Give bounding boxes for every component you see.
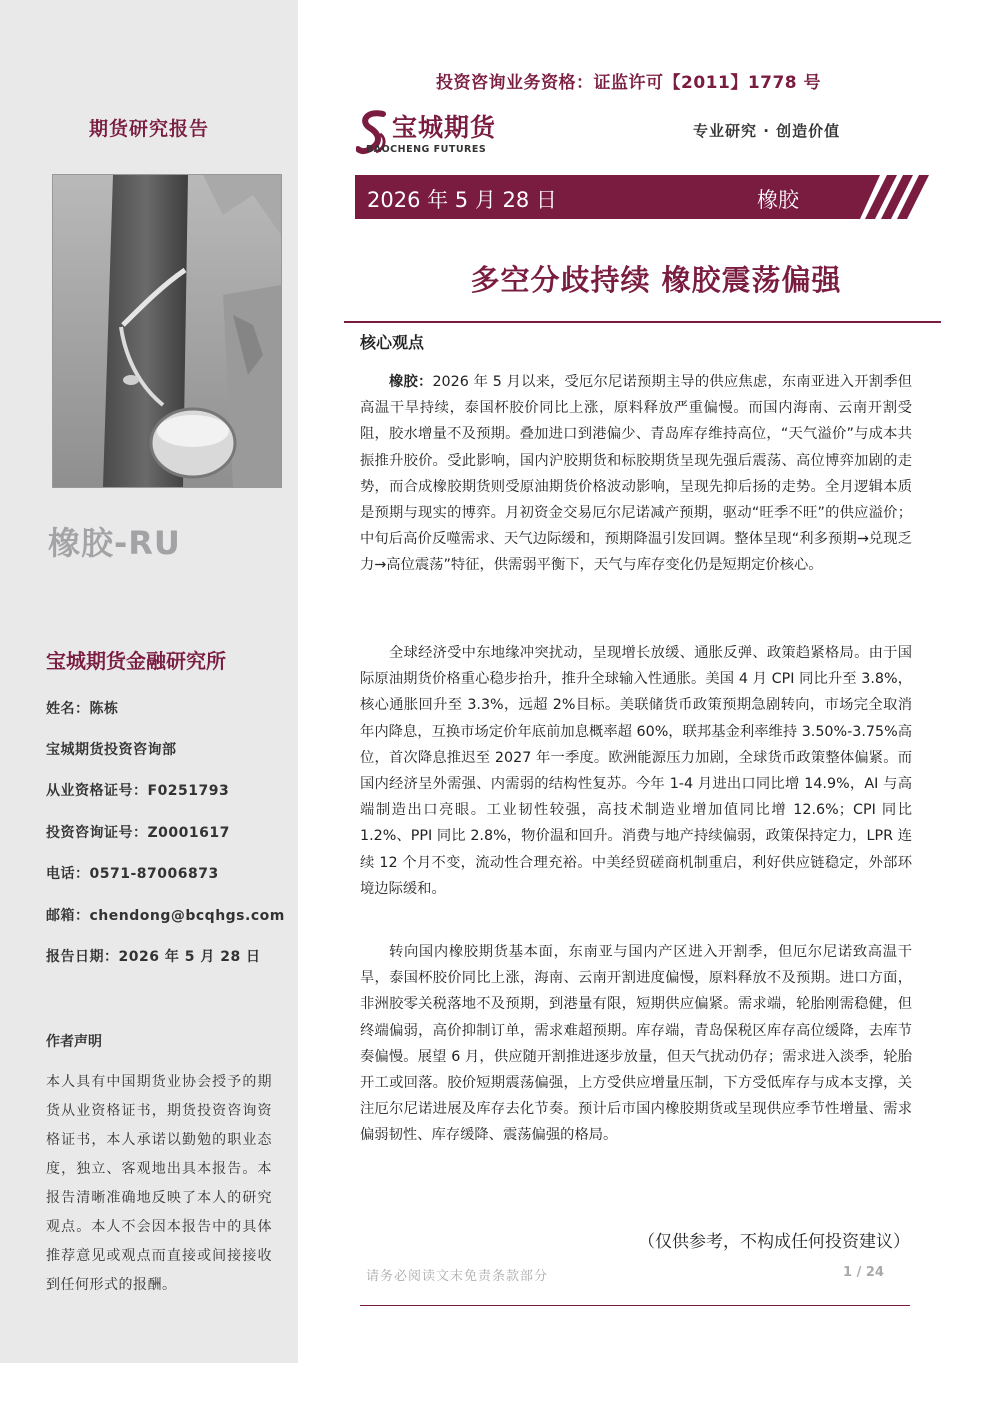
rubber-tree-photo [52, 174, 282, 488]
phone: 电话：0571-87006873 [46, 866, 219, 882]
logo-chinese: 宝城期货 [392, 113, 497, 142]
qualification: 投资咨询业务资格：证监许可【2011】1778 号 [436, 73, 822, 93]
banner-date: 2026 年 5 月 28 日 [367, 188, 557, 212]
consult-number: 投资咨询证号：Z0001617 [46, 825, 230, 841]
section-title: 核心观点 [360, 333, 425, 352]
institute-name: 宝城期货金融研究所 [46, 649, 226, 673]
company-logo [356, 108, 556, 158]
license-number: 从业资格证号：F0251793 [46, 783, 230, 799]
slogan: 专业研究 · 创造价值 [693, 122, 841, 140]
disclaimer: （仅供参考，不构成任何投资建议） [638, 1232, 910, 1252]
sidebar [0, 0, 298, 1363]
divider [344, 321, 941, 323]
footer-notice: 请务必阅读文末免责条款部分 [366, 1269, 549, 1284]
author-name: 姓名：陈栋 [46, 701, 119, 717]
page-number: 1 / 24 [843, 1265, 884, 1280]
paragraph-fundamentals: 转向国内橡胶期货基本面，东南亚与国内产区进入开割季，但厄尔尼诺致高温干旱，泰国杯胶价同比上涨，海南、云南开割进度偏慢，原料释放不及预期。进口方面，非洲胶零关税落地不及预期，到港量有限，短期供应偏紧。需求端，轮胎刚需稳健，但终端偏弱，高价抑制订单，需求难超预期。库存端，青岛保税区库存高位缓降，去库节奏偏慢。展望 6 月，供应随开割推进逐步放量，但天气扰动仍存；需求进入淡季，轮胎开工或回落。胶价短期震荡偏强，上方受供应增量压制，下方受低库存与成本支撑，关注厄尔尼诺进展及库存去化节奏。预计后市国内橡胶期货或呈现供应季节性增量、需求偏弱韧性、库存缓降、震荡偏强的格局。 [360, 944, 912, 1144]
footer-divider [360, 1305, 910, 1306]
banner-category: 橡胶 [757, 188, 799, 212]
report-type: 期货研究报告 [88, 118, 209, 140]
email: 邮箱：chendong@bcqhgs.com [46, 908, 285, 924]
headline: 多空分歧持续 橡胶震荡偏强 [470, 263, 842, 297]
declaration-title: 作者声明 [46, 1034, 102, 1050]
department: 宝城期货投资咨询部 [46, 742, 177, 758]
product-code: 橡胶-RU [48, 524, 181, 562]
logo-english: BAOCHENG FUTURES [366, 144, 487, 155]
date-banner [355, 175, 940, 219]
paragraph-macro: 全球经济受中东地缘冲突扰动，呈现增长放缓、通胀反弹、政策趋紧格局。由于国际原油期货价格重心稳步抬升，推升全球输入性通胀。美国 4 月 CPI 同比升至 3.8%，核心通胀回升至 3.3%，远超 2%目标。美联储货币政策预期急剧转向，市场完全取消年内降息，互换市场定价年底前加息概率超 60%，联邦基金利率维持 3.50%-3.75%高位，首次降息推迟至 2027 年一季度。欧洲能源压力加剧，全球货币政策整体偏紧。而国内经济呈外需强、内需弱的结构性复苏。今年 1-4 月进出口同比增 14.9%，AI 与高端制造出口亮眼。工业韧性较强，高技术制造业增加值同比增 12.6%；CPI 同比 1.2%、PPI 同比 2.8%，物价温和回升。消费与地产持续偏弱，政策保持定力，LPR 连续 12 个月不变，流动性合理充裕。中美经贸磋商机制重启，利好供应链稳定，外部环境边际缓和。 [360, 645, 912, 897]
declaration-text: 本人具有中国期货业协会授予的期货从业资格证书，期货投资咨询资格证书，本人承诺以勤勉的职业态度，独立、客观地出具本报告。本报告清晰准确地反映了本人的研究观点。本人不会因本报告中的具体推荐意见或观点而直接或间接接收到任何形式的报酬。 [46, 1074, 272, 1293]
paragraph-rubber [360, 369, 912, 579]
paragraph-1-text: 2026 年 5 月以来，受厄尔尼诺预期主导的供应焦虑，东南亚进入开割季但高温干旱持续，泰国杯胶价同比上涨，原料释放严重偏慢。而国内海南、云南开割受阻，胶水增量不及预期。叠加进口到港偏少、青岛库存维持高位，“天气溢价”与成本共振推升胶价。受此影响，国内沪胶期货和标胶期货呈现先强后震荡、高位博弈加剧的走势，而合成橡胶期货则受原油期货价格波动影响，呈现先抑后扬的走势。全月逻辑本质是预期与现实的博弈。月初资金交易厄尔尼诺减产预期，驱动“旺季不旺”的供应溢价；中旬后高价反噬需求、天气边际缓和，预期降温引发回调。整体呈现“利多预期→兑现乏力→高位震荡”特征，供需弱平衡下，天气与库存变化仍是短期定价核心。 [360, 374, 912, 574]
lead-label: 橡胶： [389, 374, 433, 390]
report-date: 报告日期：2026 年 5 月 28 日 [46, 949, 261, 965]
